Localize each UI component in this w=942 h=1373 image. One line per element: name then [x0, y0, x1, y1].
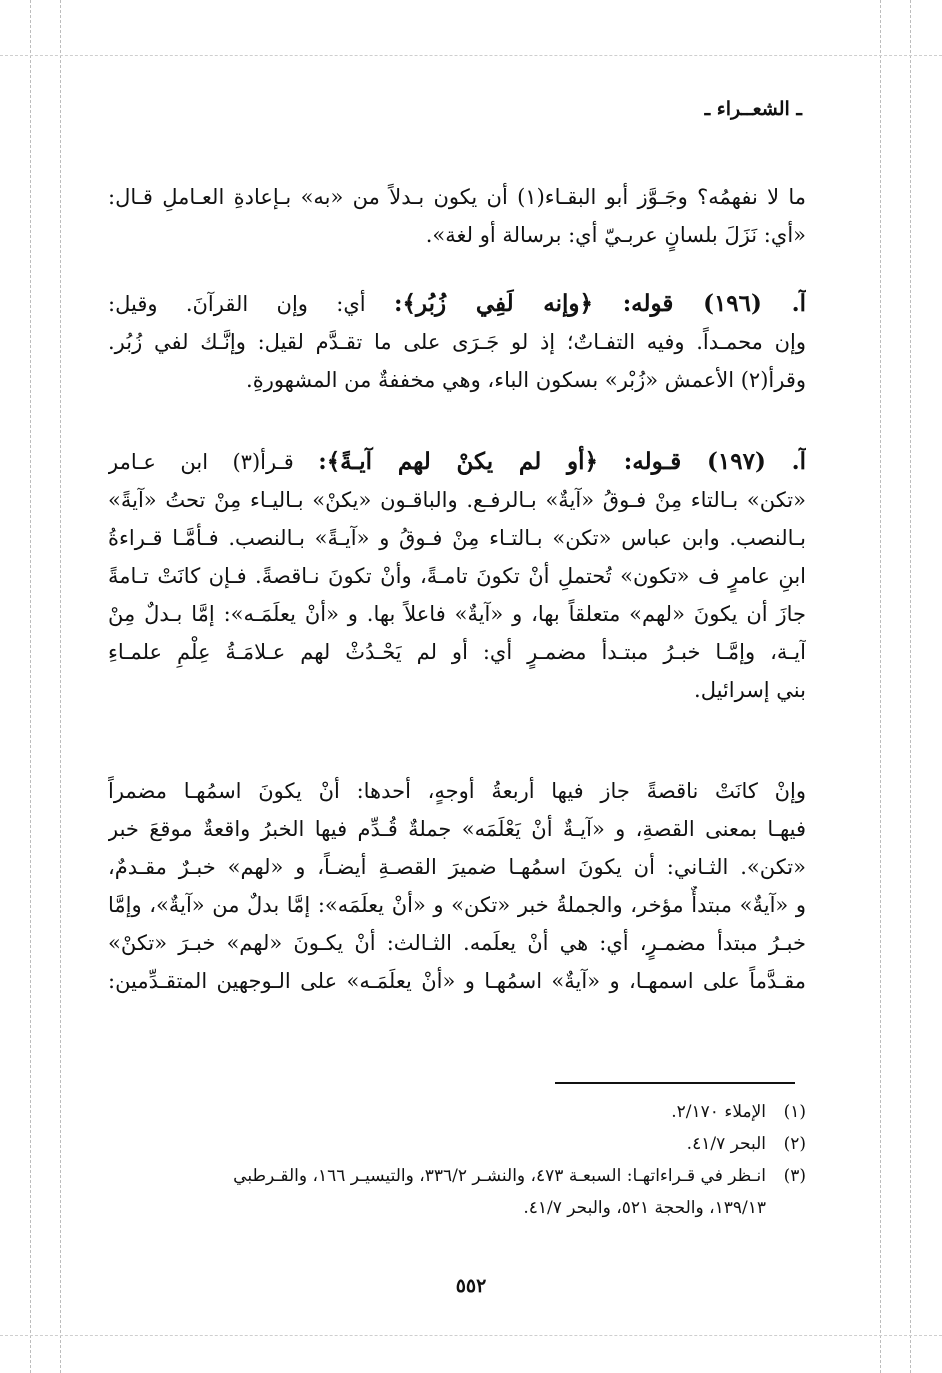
text-line: بـالنصب. وابن عباس «تكن» بـالتـاء مِنْ فـوقُ و «آيـةً» بـالنصب. فـأمَّـا قـراءةُ [108, 526, 806, 550]
footnote-2 [108, 1128, 806, 1160]
text-line: فيهـا بمعنى القصةِ، و «آيـةٌ أنْ يَعْلَمَه» جملةٌ قُـدِّم فيها الخبرُ واقعةٌ موقعَ خبر [108, 817, 806, 841]
footnote-1 [108, 1096, 806, 1128]
scan-guide-top [0, 55, 942, 56]
footnote-separator [555, 1082, 795, 1084]
footnote-text: انـظر في قـراءاتهـا: السبعـة ٤٧٣، والنشـر ٣٣٦/٢، والتيسيـر ١٦٦، والقـرطبي [233, 1166, 766, 1186]
text-line: آ. (١٩٦) قوله: ﴿وإنه لَفِي زُبُر﴾: أي: وإن القرآنَ. وقيل: [108, 290, 806, 317]
text-line: مقـدَّماً على اسمهـا، و «آيةٌ» اسمُهـا و «أنْ يعلَمَـه» على الـوجهين المتقـدِّمين: [108, 969, 806, 993]
page-number: ٥٥٢ [455, 1275, 487, 1297]
text-line: خبـرُ مبتدأ مضمـرٍ، أي: هي أنْ يعلَمه. الثـالث: أنْ يكـونَ «لهم» خبـرَ «تكنْ» [108, 931, 806, 955]
footnote-text: البحر ٤١/٧. [686, 1134, 766, 1154]
scan-guide-bottom [0, 1335, 942, 1336]
text-line: آ. (١٩٧) قـوله: ﴿أو لم يكنْ لهم آيـةً﴾: قـرأ(٣) ابن عـامر [108, 448, 806, 475]
text-line: وإنْ كانَتْ ناقصةً جاز فيها أربعةُ أوجهٍ، أحدها: أنْ يكونَ اسمُهـا مضمراً [108, 779, 806, 803]
verse-heading: آ. (١٩٧) قـوله: ﴿أو لم يكنْ لهم آيـةً﴾: [318, 448, 806, 475]
text-line: ابنِ عامرٍ ف «تكون» تُحتملِ أنْ تكونَ تامـةً، وأنْ تكونَ نـاقصةً. فـإن كانَتْ تـامةً [108, 564, 806, 588]
text-line: وإن محمـداً. وفيه التفـاتٌ؛ إذ لو جَـرَى على ما تقـدَّم لقيل: وإنَّـك لفي زُبُر. [108, 330, 806, 354]
footnote-number: (٣) [783, 1166, 806, 1186]
text-line: جازَ أن يكونَ «لهم» متعلقاً بها، و «آيةٌ» فاعلاً بها. و «أنْ يعلَمَـه»: إمَّا بـدلٌ مِنْ [108, 602, 806, 626]
paragraph-verse-196 [108, 285, 806, 399]
running-head: ـ الشعــراء ـ [704, 98, 802, 120]
scan-guide-left-inner [60, 0, 61, 1373]
footnote-number: (١) [783, 1102, 806, 1122]
scan-guide-right [910, 0, 911, 1373]
paragraph-1 [108, 178, 806, 254]
footnotes [108, 1096, 806, 1224]
text-line: و «آيةٌ» مبتدأٌ مؤخر، والجملةُ خبر «تكن» و «أنْ يعلَمَه»: إمَّا بدلٌ من «آيةٌ»، وإمَّا [108, 893, 806, 917]
paragraph-4 [108, 772, 806, 1000]
text-line: ما لا نفهمُه؟ وجَـوَّز أبو البقـاء(١) أن يكون بـدلاً من «به» بـإعادةِ العـاملِ قـال: [108, 185, 806, 209]
text-line: بني إسرائيل. [694, 678, 806, 702]
footnote-number: (٢) [783, 1134, 806, 1154]
text-line: «تكن» بـالتاء مِنْ فـوقُ «آيةٌ» بـالرفـع. والباقـون «يكنْ» بـاليـاء مِنْ تحتُ «آيةً» [108, 488, 806, 512]
text-line: «أي: نَزَلَ بلسانٍ عربـيّ أي: برسالة أو لغة». [425, 223, 806, 247]
verse-heading: آ. (١٩٦) قوله: ﴿وإنه لَفِي زُبُر﴾: [393, 290, 806, 317]
text-line: «تكن». الثـاني: أن يكونَ اسمُهـا ضميرَ القصـةِ أيضـاً، و «لهم» خبـرٌ مقـدمٌ، [108, 855, 806, 879]
footnote-3 [108, 1160, 806, 1192]
text-line: وقرأ(٢) الأعمش «زُبْر» بسكون الباء، وهي مخففةٌ من المشهورةِ. [246, 368, 806, 392]
paragraph-verse-197 [108, 443, 806, 709]
scan-guide-right-inner [880, 0, 881, 1373]
footnote-3-continuation: ١٣٩/١٣، والحجة ٥٢١، والبحر ٤١/٧. [523, 1198, 766, 1218]
footnote-text: الإملاء ٢/١٧٠. [671, 1102, 766, 1122]
text-line: آيـة، وإمَّـا خبـرُ مبتـدأ مضمـرٍ أي: أو لم يَحْـدُثْ لهم عـلامَـةُ عِلْمِ علمـاءِ [108, 640, 806, 664]
scan-guide-left [30, 0, 31, 1373]
